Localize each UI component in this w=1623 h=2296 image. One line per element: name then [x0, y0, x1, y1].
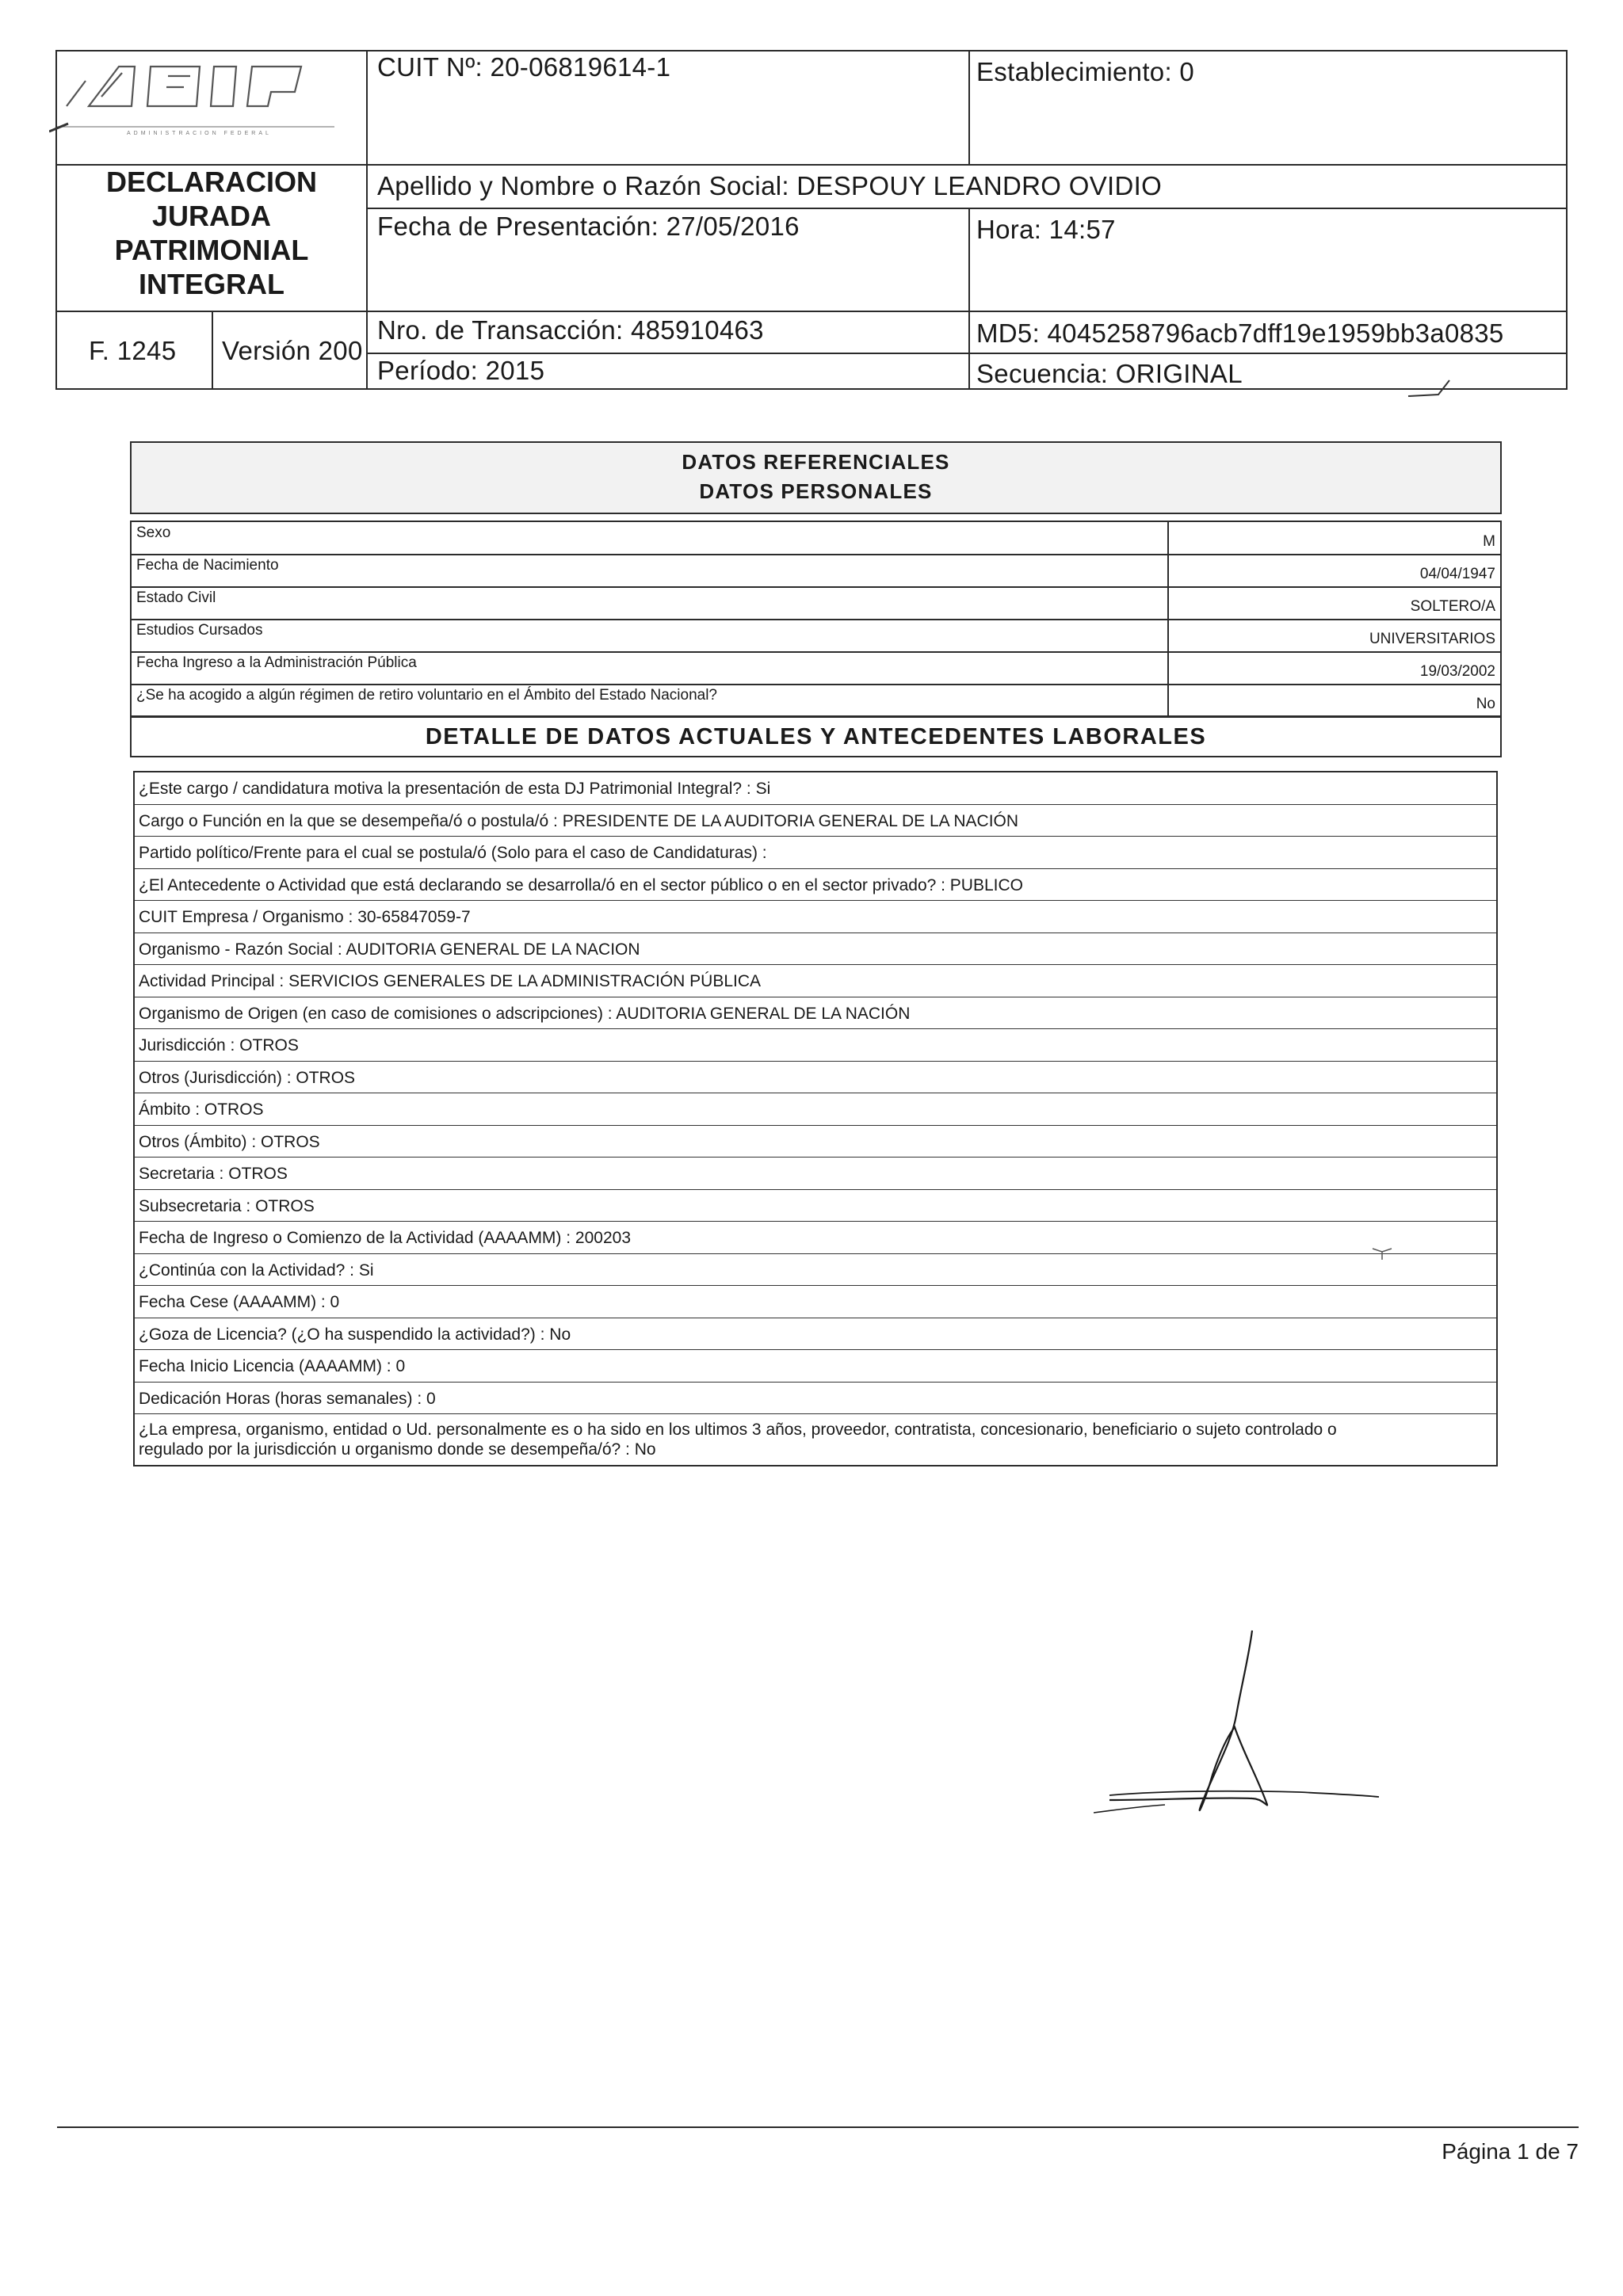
- laboral-row-text: Fecha Cese (AAAAMM) : 0: [139, 1293, 340, 1311]
- fecha-presentacion-field: Fecha de Presentación: 27/05/2016: [377, 212, 800, 241]
- laboral-row: [135, 965, 1496, 997]
- laboral-row-text: Fecha Inicio Licencia (AAAAMM) : 0: [139, 1357, 406, 1375]
- laboral-row-text: Ámbito : OTROS: [139, 1100, 264, 1119]
- datos-referenciales-title: DATOS REFERENCIALES: [682, 450, 950, 474]
- laboral-row-text: Cargo o Función en la que se desempeña/ó o postula/ó : PRESIDENTE DE LA AUDITORIA GENERAL DE LA NACIÓN: [139, 811, 1019, 830]
- laboral-last-text: [139, 1420, 1337, 1459]
- laboral-row-text: Fecha de Ingreso o Comienzo de la Actividad (AAAAMM) : 200203: [139, 1229, 631, 1247]
- laboral-row: [135, 869, 1496, 902]
- laboral-row-last: [135, 1414, 1496, 1462]
- laboral-row: [135, 837, 1496, 869]
- laboral-row: [135, 1350, 1496, 1383]
- laboral-row: [135, 1029, 1496, 1062]
- title-line-2: JURADA: [151, 200, 271, 232]
- laboral-row: [135, 933, 1496, 966]
- apellido-field: Apellido y Nombre o Razón Social: DESPOUY LEANDRO OVIDIO: [377, 171, 1163, 200]
- check-mark-icon: [1407, 379, 1454, 402]
- personal-value-nacimiento: 04/04/1947: [1419, 566, 1495, 582]
- logo-subtitle: ADMINISTRACION FEDERAL: [127, 131, 272, 136]
- personal-row-line: [132, 586, 1500, 588]
- document-title: [57, 165, 366, 301]
- laboral-row-text: ¿Continúa con la Actividad? : Si: [139, 1261, 374, 1280]
- datos-personales-title: DATOS PERSONALES: [699, 479, 933, 503]
- laboral-section-title: DETALLE DE DATOS ACTUALES Y ANTECEDENTES LABORALES: [425, 724, 1207, 749]
- laboral-row: [135, 1158, 1496, 1190]
- laboral-row: [135, 1254, 1496, 1287]
- header-border-bottom: [55, 388, 1568, 390]
- laboral-row: [135, 901, 1496, 933]
- laboral-row-text: Organismo - Razón Social : AUDITORIA GENERAL DE LA NACION: [139, 940, 640, 959]
- header-divider-version: [212, 311, 213, 390]
- cuit-field: CUIT Nº: 20-06819614-1: [377, 52, 671, 82]
- header-row-divider-4: [368, 353, 1566, 354]
- personal-row-line: [132, 684, 1500, 685]
- personal-value-ingreso: 19/03/2002: [1419, 663, 1495, 680]
- personal-row-line: [132, 651, 1500, 653]
- personal-value-sexo: M: [1483, 533, 1495, 550]
- datos-personales-table: [130, 521, 1502, 717]
- document-header: [0, 0, 1623, 404]
- personal-row-line: [132, 554, 1500, 555]
- title-line-1: DECLARACION: [106, 166, 317, 198]
- laboral-row: [135, 997, 1496, 1030]
- laboral-row-text: CUIT Empresa / Organismo : 30-65847059-7: [139, 908, 471, 926]
- personal-value-estado-civil: SOLTERO/A: [1410, 598, 1495, 615]
- personal-label-estado-civil: Estado Civil: [136, 589, 216, 606]
- laboral-row-text: Subsecretaria : OTROS: [139, 1196, 315, 1215]
- signature-icon: [1094, 1616, 1411, 1838]
- title-line-3: PATRIMONIAL: [114, 234, 309, 266]
- laboral-row-text: ¿Este cargo / candidatura motiva la presentación de esta DJ Patrimonial Integral? : Si: [139, 780, 771, 798]
- laboral-row: [135, 1383, 1496, 1415]
- laboral-row-text: Otros (Jurisdicción) : OTROS: [139, 1068, 356, 1087]
- laboral-row: [135, 772, 1496, 805]
- header-row-divider-2: [368, 208, 1566, 209]
- laboral-row-text: Jurisdicción : OTROS: [139, 1036, 299, 1055]
- laboral-row: [135, 1286, 1496, 1318]
- footer-rule: [57, 2126, 1579, 2128]
- pen-mark-icon: [1371, 1244, 1395, 1263]
- personal-row-line: [132, 619, 1500, 620]
- establecimiento-field: Establecimiento: 0: [976, 57, 1195, 86]
- header-divider-col1: [366, 50, 368, 390]
- form-code: F. 1245: [89, 336, 177, 365]
- laboral-row: [135, 1126, 1496, 1158]
- personal-label-nacimiento: Fecha de Nacimiento: [136, 557, 279, 574]
- page-number: Página 1 de 7: [1442, 2139, 1579, 2164]
- version-label: Versión 200: [222, 336, 363, 365]
- personal-label-sexo: Sexo: [136, 524, 171, 541]
- secuencia-field: Secuencia: ORIGINAL: [976, 359, 1243, 388]
- periodo-field: Período: 2015: [377, 356, 545, 385]
- personal-value-retiro: No: [1476, 696, 1495, 712]
- personal-label-ingreso: Fecha Ingreso a la Administración Pública: [136, 654, 417, 671]
- laboral-row-text: Actividad Principal : SERVICIOS GENERALES DE LA ADMINISTRACIÓN PÚBLICA: [139, 972, 762, 990]
- transaccion-field: Nro. de Transacción: 485910463: [377, 315, 764, 345]
- header-row-divider-3: [57, 311, 1566, 312]
- laboral-row: [135, 805, 1496, 837]
- header-border-top: [55, 50, 1568, 51]
- laboral-row: [135, 1190, 1496, 1222]
- laboral-row: [135, 1222, 1496, 1254]
- laboral-row: [135, 1062, 1496, 1094]
- laboral-row-text: Dedicación Horas (horas semanales) : 0: [139, 1389, 436, 1408]
- header-border-right: [1566, 50, 1568, 390]
- laboral-last-line-1: ¿La empresa, organismo, entidad o Ud. personalmente es o ha sido en los ultimos 3 años, proveedor, contratista, concesionario, beneficiario o sujeto controlado o: [139, 1421, 1337, 1439]
- laboral-section-header: [130, 716, 1502, 757]
- personal-label-retiro: ¿Se ha acogido a algún régimen de retiro voluntario en el Ámbito del Estado Nacional?: [136, 687, 718, 704]
- laboral-row-text: Secretaria : OTROS: [139, 1165, 288, 1183]
- laboral-row-text: ¿Goza de Licencia? (¿O ha suspendido la actividad?) : No: [139, 1325, 571, 1344]
- laboral-row-text: Organismo de Origen (en caso de comisiones o adscripciones) : AUDITORIA GENERAL DE LA NACIÓN: [139, 1004, 911, 1023]
- laboral-last-line-2: regulado por la jurisdicción u organismo donde se desempeña/ó? : No: [139, 1440, 656, 1459]
- hora-field: Hora: 14:57: [976, 215, 1116, 244]
- header-divider-col2b: [968, 208, 970, 390]
- laboral-row: [135, 1318, 1496, 1351]
- laboral-row-text: ¿El Antecedente o Actividad que está declarando se desarrolla/ó en el sector público o en el sector privado? : PUBLICO: [139, 875, 1023, 894]
- laboral-row: [135, 1093, 1496, 1126]
- header-divider-col2a: [968, 50, 970, 166]
- md5-field: MD5: 4045258796acb7dff19e1959bb3a0835: [976, 318, 1504, 348]
- laboral-row-text: Otros (Ámbito) : OTROS: [139, 1132, 320, 1151]
- personal-value-estudios: UNIVERSITARIOS: [1369, 631, 1495, 647]
- title-line-4: INTEGRAL: [139, 268, 285, 300]
- laboral-row-text: Partido político/Frente para el cual se postula/ó (Solo para el caso de Candidaturas) :: [139, 844, 767, 862]
- datos-referenciales-header: [130, 441, 1502, 514]
- personal-label-estudios: Estudios Cursados: [136, 622, 263, 639]
